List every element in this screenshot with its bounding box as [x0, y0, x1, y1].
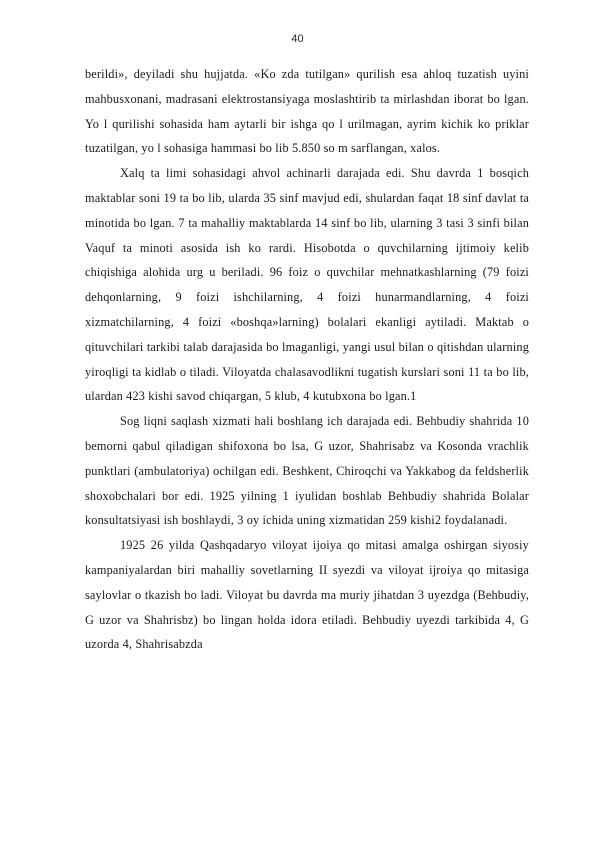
paragraph: berildi», deyiladi shu hujjatda. «Ko zda tutilgan» qurilish esa ahloq tuzatish uyini mahbusxonani, madrasani elektrostansiyaga moslashtirib ta mirlashdan iborat bo lgan. Yo l qurilishi sohasida ham aytarli bir ishga qo l urilmagan, ayrim kichik ko priklar tuzatilgan, yo l sohasiga hammasi bo lib 5.850 so m sarflangan, xalos. [85, 67, 529, 156]
paragraph: Sog liqni saqlash xizmati hali boshlang ich darajada edi. Behbudiy shahrida 10 bemorni qabul qiladigan shifoxona bo lsa, G uzor, Shahrisabz va Kosonda vrachlik punktlari (ambulatoriya) ochilgan edi. Beshkent, Chiroqchi va Yakkabog da feldsherlik shoxobchalari bor edi. 1925 yilning 1 iyulidan boshlab Behbudiy shahrida Bolalar konsultatsiyasi ish boshlaydi, 3 oy ichida uning xizmatidan 259 kishi2 foydalanadi. [85, 414, 529, 528]
document-body [85, 62, 529, 657]
paragraph: 1925 26 yilda Qashqadaryo viloyat ijoiya qo mitasi amalga oshirgan siyosiy kampaniyalardan biri mahalliy sovetlarning II syezdi va viloyat ijroiya qo mitasiga saylovlar o tkazish bo ladi. Viloyat bu davrda ma muriy jihatdan 3 uyezdga (Behbudiy, G uzor va Shahrisbz) bo lingan holda idora etiladi. Behbudiy uyezdi tarkibida 4, G uzorda 4, Shahrisabzda [85, 538, 529, 652]
page-number: 40 [291, 33, 304, 45]
paragraph: Xalq ta limi sohasidagi ahvol achinarli darajada edi. Shu davrda 1 bosqich maktablar soni 19 ta bo lib, ularda 35 sinf mavjud edi, shulardan faqat 18 sinf davlat ta minotida bo lgan. 7 ta mahalliy maktablarda 14 sinf bo lib, ularning 3 tasi 3 sinfi bilan Vaquf ta minoti asosida ish ko rardi. Hisobotda o quvchilarning ijtimoiy kelib chiqishiga alohida urg u beriladi. 96 foiz o quvchilar mehnatkashlarning (79 foizi dehqonlarning, 9 foizi ishchilarning, 4 foizi hunarmandlarning, 4 foizi xizmatchilarning, 4 foizi «boshqa»larning) bolalari ekanligi aytiladi. Maktab o qituvchilari tarkibi talab darajasida bo lmaganligi, yangi usul bilan o qitishdan ularning yiroqligi ta kidlab o tiladi. Viloyatda chalasavodlikni tugatish kurslari soni 11 ta bo lib, ulardan 423 kishi savod chiqargan, 5 klub, 4 kutubxona bo lgan.1 [85, 166, 529, 404]
